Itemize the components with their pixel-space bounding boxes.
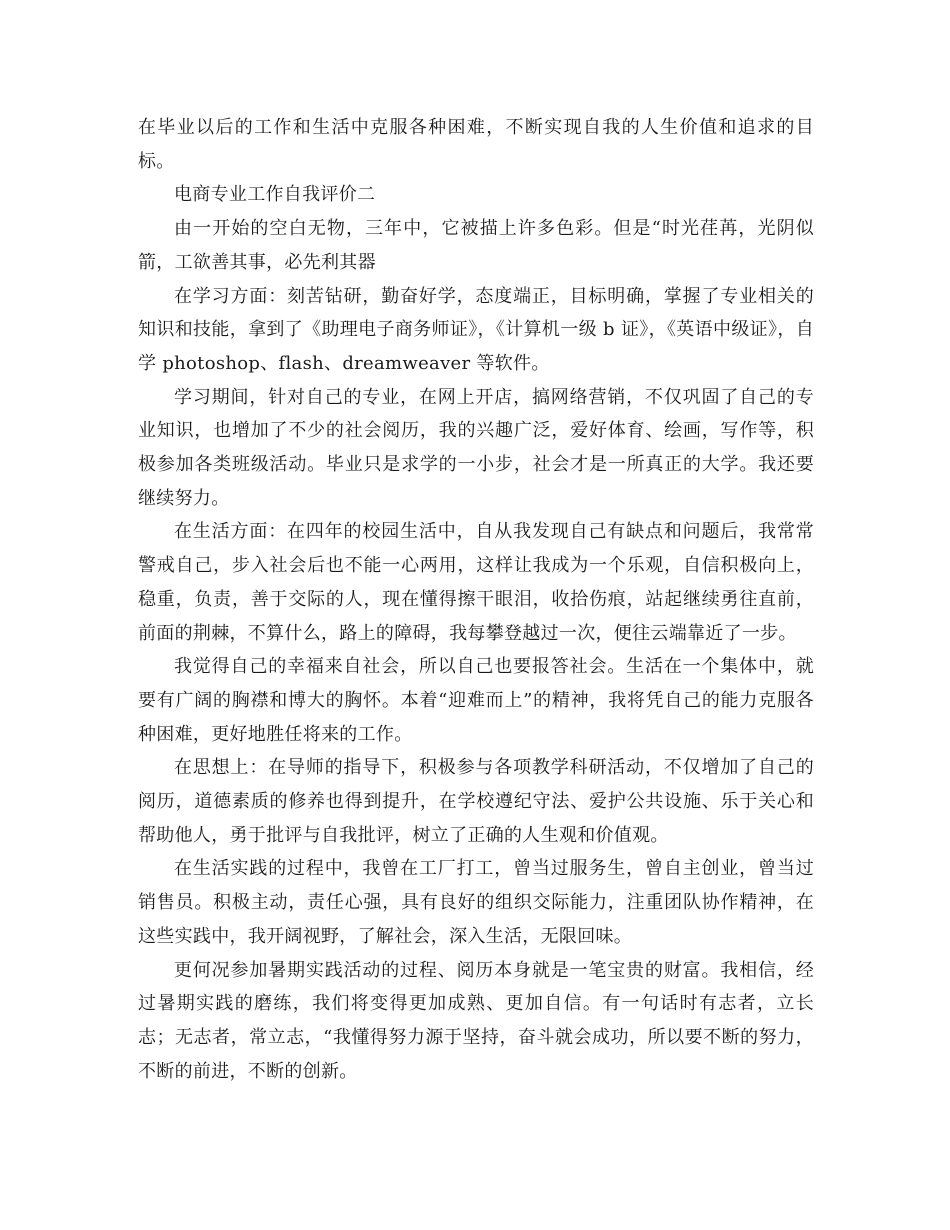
paragraph-continuation: 在毕业以后的工作和生活中克服各种困难，不断实现自我的人生价值和追求的目标。 (138, 117, 814, 172)
paragraph-practice: 在生活实践的过程中，我曾在工厂打工，曾当过服务生，曾自主创业，曾当过销售员。积极主动，责任心强，具有良好的组织交际能力，注重团队协作精神，在这些实践中，我开阔视野，了解社会，深入生活，无限回味。 (138, 858, 814, 947)
paragraph-life: 在生活方面：在四年的校园生活中，自从我发现自己有缺点和问题后，我常常警戒自己，步入社会后也不能一心两用，这样让我成为一个乐观，自信积极向上，稳重，负责，善于交际的人，现在懂得擦干眼泪，收拾伤痕，站起继续勇往直前，前面的荆棘，不算什么，路上的障碍，我每攀登越过一次，便往云端靠近了一步。 (138, 521, 814, 644)
section-heading: 电商专业工作自我评价二 (174, 184, 376, 206)
paragraph-study: 在学习方面：刻苦钻研，勤奋好学，态度端正，目标明确，掌握了专业相关的知识和技能，拿到了《助理电子商务师证》，《计算机一级 b 证》，《英语中级证》，自学 photoshop、flash、dreamweaver 等软件。 (138, 285, 814, 374)
paragraph-summer-practice: 更何况参加暑期实践活动的过程、阅历本身就是一笔宝贵的财富。我相信，经过暑期实践的磨练，我们将变得更加成熟、更加自信。有一句话时有志者，立长志；无志者，常立志，“我懂得努力源于坚持，奋斗就会成功，所以要不断的努力，不断的前进，不断的创新。 (138, 959, 814, 1082)
paragraph-society: 我觉得自己的幸福来自社会，所以自己也要报答社会。生活在一个集体中，就要有广阔的胸襟和博大的胸怀。本着“迎难而上”的精神，我将凭自己的能力克服各种困难，更好地胜任将来的工作。 (138, 656, 814, 745)
paragraph-intro: 由一开始的空白无物，三年中，它被描上许多色彩。但是“时光荏苒，光阴似箭，工欲善其事，必先利其器 (138, 218, 814, 273)
paragraph-study-period: 学习期间，针对自己的专业，在网上开店，搞网络营销，不仅巩固了自己的专业知识，也增加了不少的社会阅历，我的兴趣广泛，爱好体育、绘画，写作等，积极参加各类班级活动。毕业只是求学的一小步，社会才是一所真正的大学。我还要继续努力。 (138, 386, 814, 509)
document-body (138, 111, 814, 1088)
paragraph-thought: 在思想上：在导师的指导下，积极参与各项教学科研活动，不仅增加了自己的阅历，道德素质的修养也得到提升，在学校遵纪守法、爱护公共设施、乐于关心和帮助他人，勇于批评与自我批评，树立了正确的人生观和价值观。 (138, 757, 814, 846)
